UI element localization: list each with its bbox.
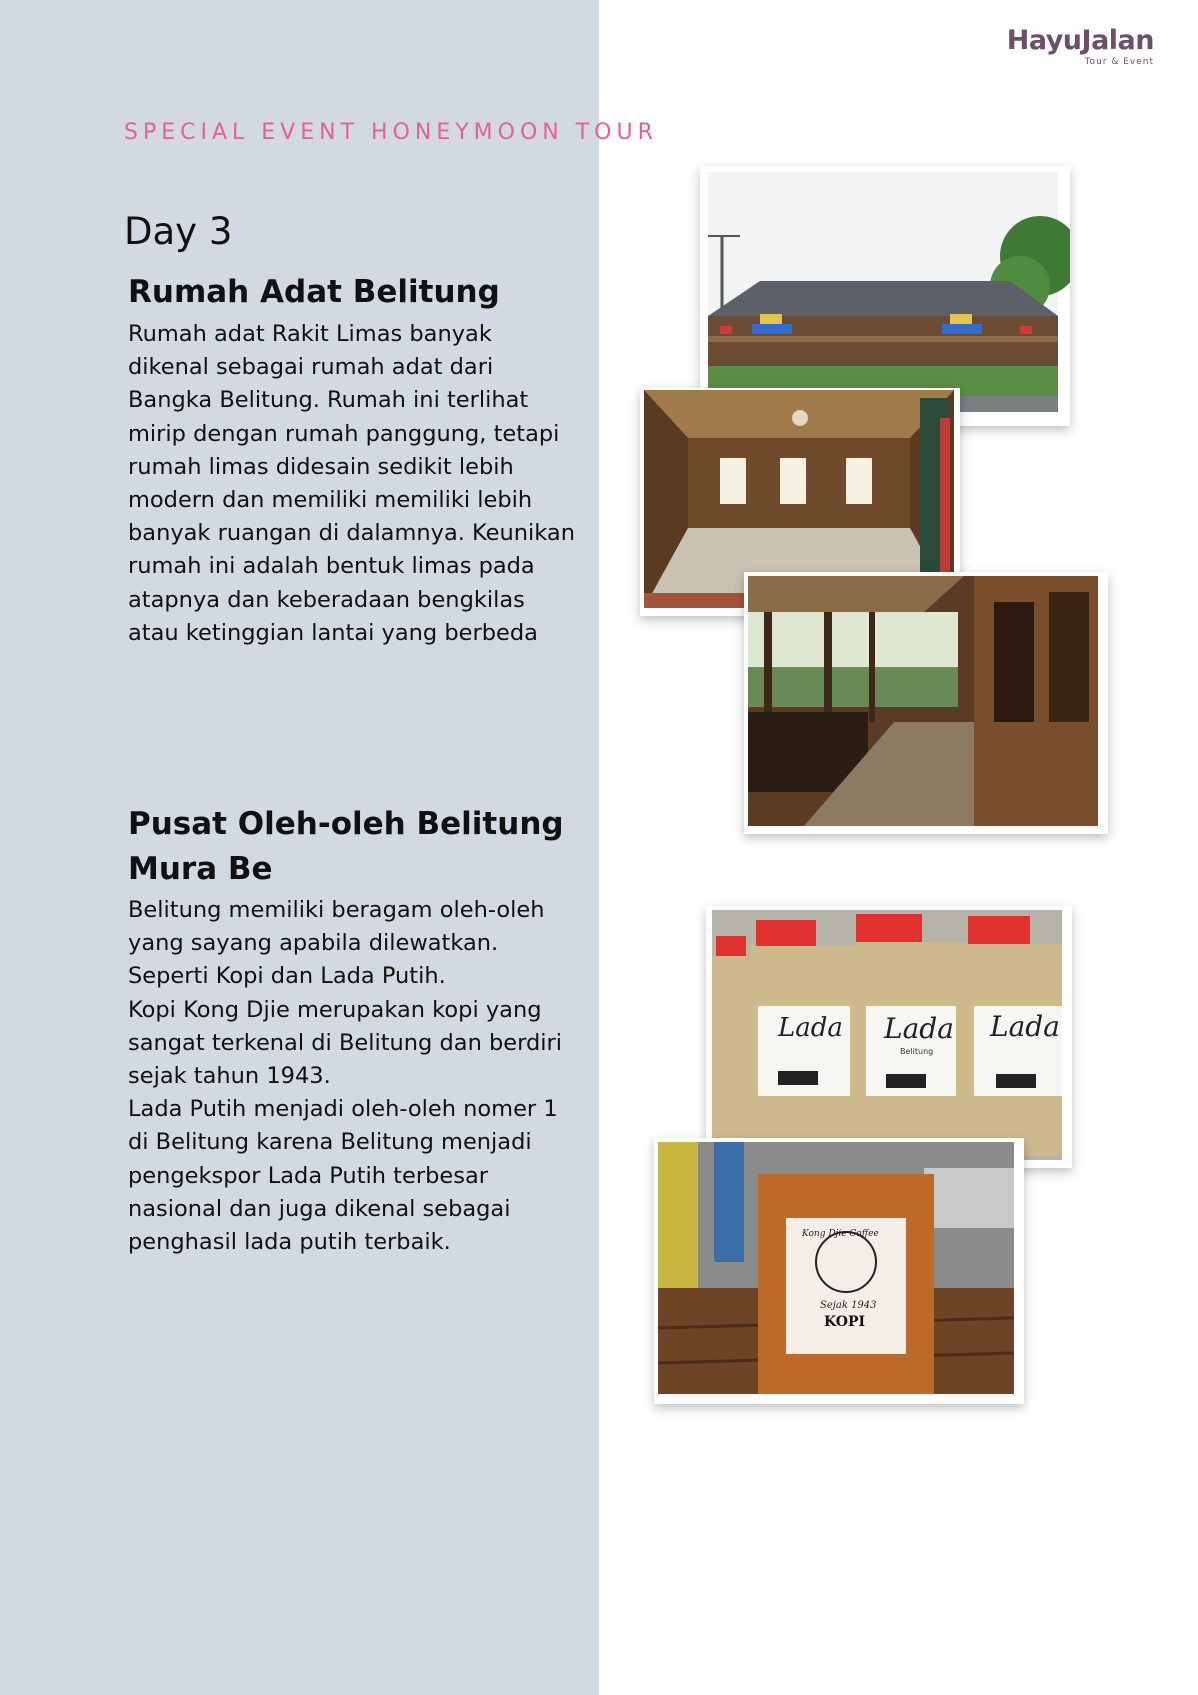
kopi-label: KOPI [824,1314,866,1330]
brand-logo [1007,26,1154,67]
kopi-brand-label: Kong Djie Coffee [802,1229,879,1239]
lada-label-3: Lada [990,1010,1060,1043]
photo-kopi-kong-djie [654,1138,1024,1404]
lada-label-2: Lada [884,1012,954,1045]
lada-sub-label: Belitung [900,1047,934,1056]
day-title: Day 3 [124,210,233,253]
photo-lada-putih [706,906,1072,1168]
section-heading-rumah-adat: Rumah Adat Belitung [128,274,500,310]
event-title: SPECIAL EVENT HONEYMOON TOUR [124,120,658,145]
brand-name: HayuJalan [1006,25,1154,56]
photo-rumah-adat-veranda [744,572,1108,834]
photo-rumah-adat-exterior [700,166,1070,426]
section-body-rumah-adat: Rumah adat Rakit Limas banyak dikenal sebagai rumah adat dari Bangka Belitung. Rumah ini terlihat mirip dengan rumah panggung, tetapi rumah limas didesain sedikit lebih modern dan memiliki memiliki lebih banyak ruangan di dalamnya. Keunikan rumah ini adalah bentuk limas pada atapnya dan keberadaan bengkilas atau ketinggian lantai yang berbeda [128,321,575,646]
lada-label-1: Lada [778,1013,843,1043]
section-heading-oleh-oleh: Pusat Oleh-oleh Belitung Mura Be [128,806,564,887]
brand-tagline: Tour & Event [1084,57,1154,67]
section-body-oleh-oleh: Belitung memiliki beragam oleh-oleh yang sayang apabila dilewatkan. Seperti Kopi dan Lada Putih. Kopi Kong Djie merupakan kopi yang sangat terkenal di Belitung dan berdiri sejak tahun 1943. Lada Putih menjadi oleh-oleh nomer 1 di Belitung karena Belitung menjadi pengekspor Lada Putih terbesar nasional dan juga dikenal sebagai penghasil lada putih terbaik. [128,897,562,1256]
kopi-since-label: Sejak 1943 [820,1300,877,1311]
